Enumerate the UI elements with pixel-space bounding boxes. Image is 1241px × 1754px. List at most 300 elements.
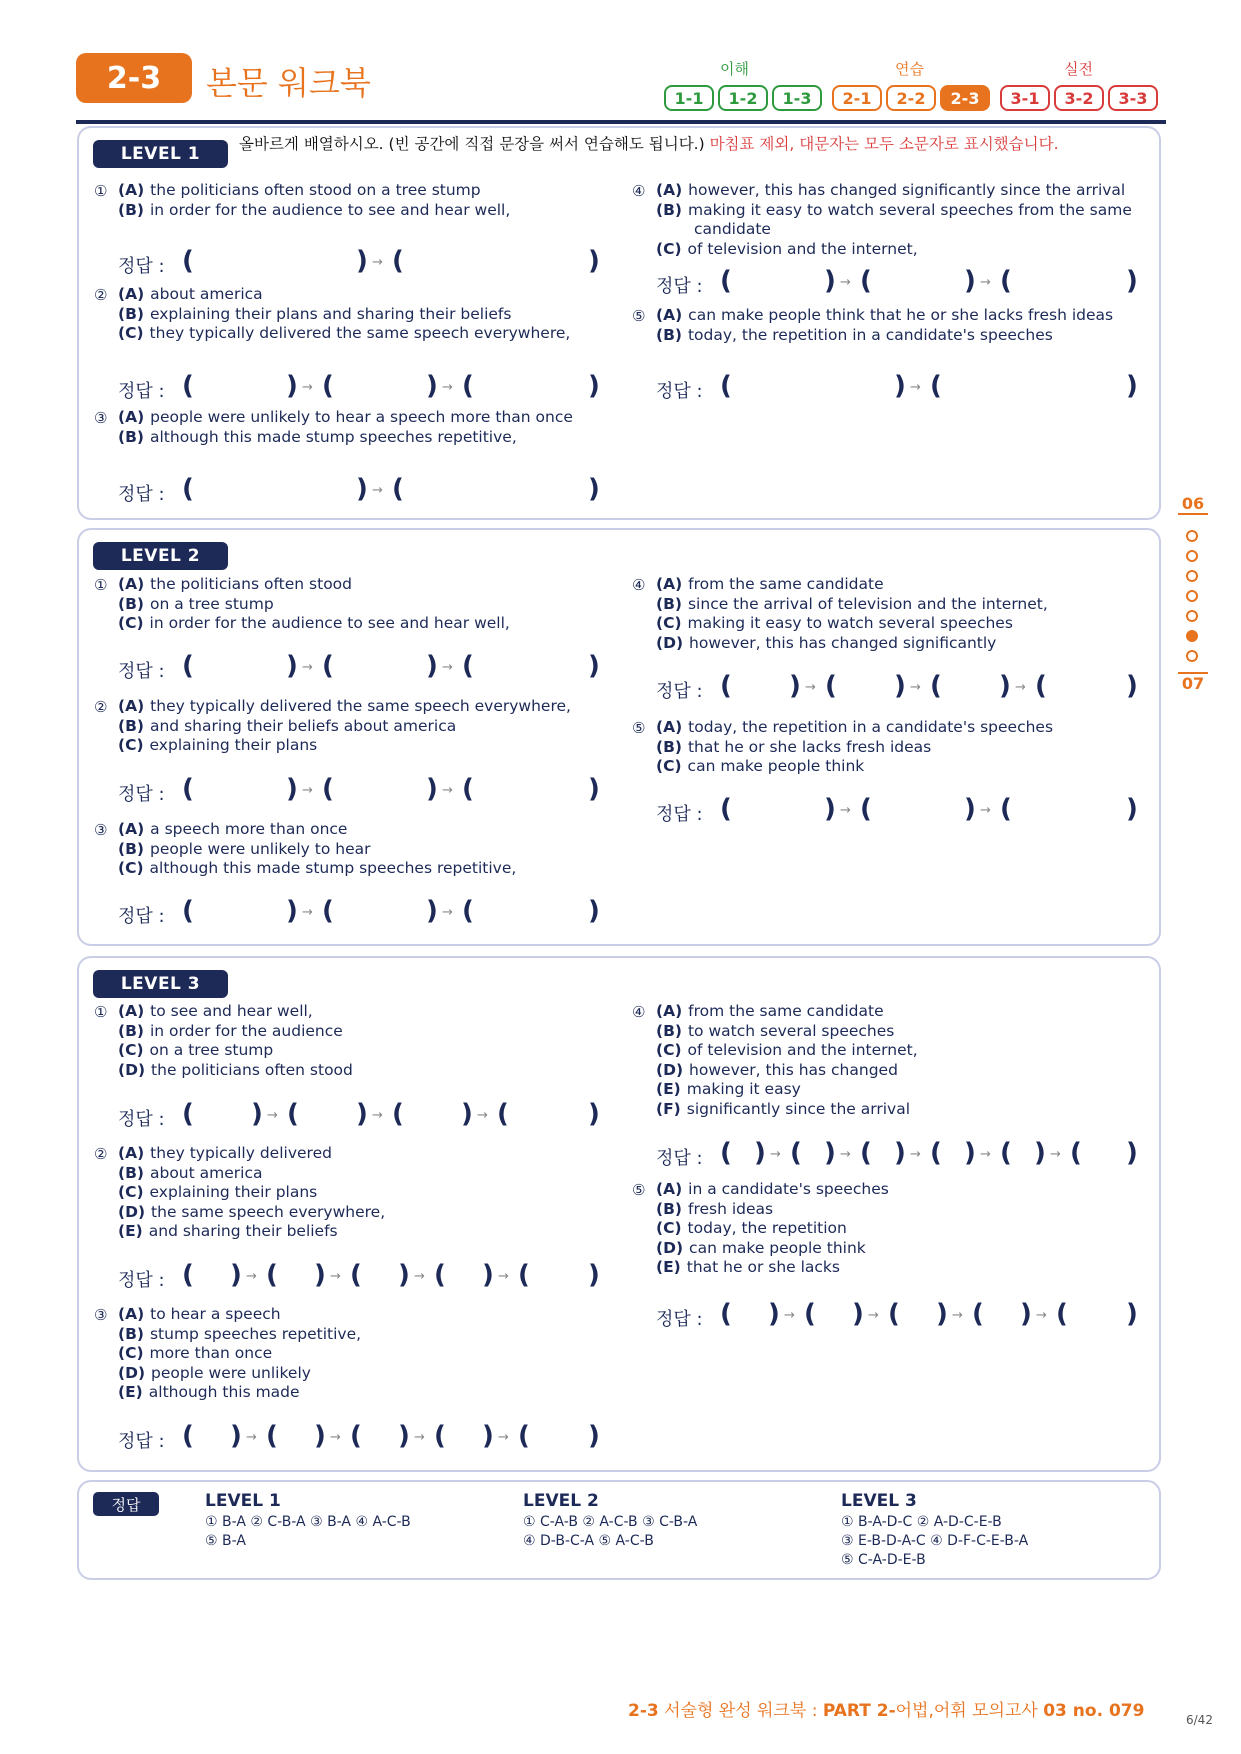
close-paren: ) [1126,671,1138,701]
close-paren: ) [1126,371,1138,401]
option-key: (E) [656,1080,681,1098]
option-text: in order for the audience [149,1021,343,1040]
arrow-icon: → [442,660,453,675]
option-text: explaining their plans [149,1183,318,1201]
index-circle-icon[interactable] [1186,610,1198,622]
option-text: in a candidate's speeches [688,1180,889,1198]
level3-q3-answer-row[interactable] [118,1421,608,1455]
option-key: (A) [118,408,145,426]
answer-label: 정답 : [656,1148,703,1169]
option-text: of television and the internet, [687,1041,918,1059]
index-circle-icon[interactable] [1186,650,1198,662]
option-text: they typically delivered the same speech everywhere, [149,324,571,342]
arrow-icon: → [302,380,313,395]
answer-label: 정답 : [656,804,703,825]
open-paren: ( [462,774,474,804]
option-key: (E) [118,1222,143,1240]
close-paren: ) [1020,1299,1032,1329]
option-text: however, this has changed significantly since the arrival [688,181,1126,199]
answer-key-line: ④ D-B-C-A ⑤ A-C-B [523,1533,654,1549]
level1-q4-answer-row[interactable] [656,266,1146,300]
arrow-icon: → [442,905,453,920]
option-line [118,1061,353,1081]
option-line [656,1080,918,1100]
question-number: ② [94,286,108,304]
open-paren: ( [462,371,474,401]
level1-badge: LEVEL 1 [93,140,228,168]
arrow-icon: → [372,1108,383,1123]
question-number: ② [94,1145,108,1163]
answer-key-level2 [523,1492,697,1551]
nav-button-1-2[interactable]: 1-2 [718,85,768,111]
footer-part: PART 2- [822,1701,896,1721]
option-line [656,240,1132,260]
option-key: (C) [656,1041,682,1059]
open-paren: ( [720,1299,732,1329]
answer-key-level1-title: LEVEL 1 [205,1491,281,1511]
open-paren: ( [1056,1299,1068,1329]
open-paren: ( [182,651,194,681]
level2-q1-question [94,575,510,634]
option-text: from the same candidate [688,575,884,593]
close-paren: ) [286,371,298,401]
level1-q3-answer-row[interactable] [118,474,608,508]
side-index-bottom: 07 [1178,672,1208,693]
option-key: (D) [118,1060,146,1079]
answer-key-line: ③ E-B-D-A-C ④ D-F-C-E-B-A [841,1533,1029,1549]
side-index-top: 06 [1178,494,1208,515]
option-line [118,305,570,325]
open-paren: ( [888,1299,900,1329]
index-circle-icon[interactable] [1186,590,1198,602]
open-paren: ( [790,1138,802,1168]
option-text: to see and hear well, [150,1002,313,1020]
question-number: ① [94,576,108,594]
option-key: (A) [118,1002,145,1020]
close-paren: ) [768,1299,780,1329]
option-text: a speech more than once [150,820,348,838]
open-paren: ( [182,774,194,804]
close-paren: ) [461,1099,473,1129]
option-key: (B) [118,1324,144,1343]
option-key: (A) [656,718,683,736]
close-paren: ) [426,774,438,804]
arrow-icon: → [1015,680,1026,695]
open-paren: ( [350,1260,362,1290]
arrow-icon: → [267,1108,278,1123]
option-text: more than once [149,1344,273,1362]
option-line [656,575,1048,595]
answer-key-panel [77,1480,1161,1580]
option-text: of television and the internet, [687,239,918,258]
option-text: candidate [694,220,771,238]
close-paren: ) [824,266,836,296]
option-text: however, this has changed significantly [689,633,997,652]
answer-label: 정답 : [656,681,703,702]
option-line [656,1022,918,1042]
option-text: explaining their plans and sharing their beliefs [149,304,512,323]
answer-key-level2-title: LEVEL 2 [523,1491,599,1511]
level2-q3-answer-row[interactable] [118,896,608,930]
option-line [118,697,571,717]
nav-button-3-2[interactable]: 3-2 [1054,85,1104,111]
arrow-icon: → [498,1430,509,1445]
close-paren: ) [852,1299,864,1329]
open-paren: ( [1035,671,1047,701]
option-key: (A) [118,1305,145,1323]
level2-q5-answer-row[interactable] [656,794,1146,828]
arrow-icon: → [910,1147,921,1162]
instruction-text: 올바르게 배열하시오. (빈 공간에 직접 문장을 써서 연습해도 됩니다.) [239,135,705,153]
answer-label: 정답 : [656,276,703,297]
option-line [118,1183,385,1203]
option-line [656,326,1113,346]
open-paren: ( [182,1260,194,1290]
open-paren: ( [182,1099,194,1129]
option-line [118,1144,385,1164]
close-paren: ) [789,671,801,701]
question-number: ⑤ [632,1181,646,1199]
option-key: (C) [656,614,682,632]
page-number: 6/42 [1186,1713,1213,1727]
open-paren: ( [287,1099,299,1129]
arrow-icon: → [840,275,851,290]
close-paren: ) [1126,266,1138,296]
answer-label: 정답 : [118,1431,165,1452]
level1-q2-answer-row[interactable] [118,371,608,405]
open-paren: ( [182,246,194,276]
answer-label: 정답 : [118,784,165,805]
option-key: (A) [656,1002,683,1020]
option-key: (B) [118,594,144,613]
option-text: and sharing their beliefs [148,1222,338,1240]
arrow-icon: → [477,1108,488,1123]
option-text: significantly since the arrival [686,1099,911,1118]
option-text: since the arrival of television and the internet, [687,594,1048,613]
option-line [118,1022,353,1042]
option-text: can make people think [687,757,865,775]
level3-q5-answer-row[interactable] [656,1299,1146,1333]
arrow-icon: → [498,1269,509,1284]
close-paren: ) [588,474,600,504]
option-line [118,181,510,201]
open-paren: ( [392,474,404,504]
option-key: (B) [656,200,682,219]
close-paren: ) [588,246,600,276]
level3-q4-question [632,1002,918,1119]
option-line [118,1325,361,1345]
arrow-icon: → [302,783,313,798]
close-paren: ) [754,1138,766,1168]
option-text: that he or she lacks fresh ideas [687,737,932,756]
open-paren: ( [392,1099,404,1129]
level2-q2-answer-row[interactable] [118,774,608,808]
option-key: (A) [656,575,683,593]
option-text: stump speeches repetitive, [149,1324,362,1343]
option-key: (B) [656,1021,682,1040]
index-circle-current-icon[interactable] [1186,630,1198,642]
option-text: in order for the audience to see and hear well, [149,614,510,632]
close-paren: ) [588,896,600,926]
option-line [118,1344,361,1364]
answer-key-line: ① B-A ② C-B-A ③ B-A ④ A-C-B [205,1514,411,1530]
arrow-icon: → [840,803,851,818]
close-paren: ) [230,1260,242,1290]
option-line [118,595,510,615]
section-badge: 2-3 [76,53,192,103]
option-line [656,757,1053,777]
arrow-icon: → [1036,1308,1047,1323]
level3-q2-answer-row[interactable] [118,1260,608,1294]
open-paren: ( [720,371,732,401]
option-line [118,324,570,344]
option-line [118,614,510,634]
option-line [656,1258,889,1278]
option-line [656,1002,918,1022]
index-circle-icon[interactable] [1186,550,1198,562]
answer-label: 정답 : [118,661,165,682]
option-key: (D) [656,1060,684,1079]
question-number: ④ [632,182,646,200]
option-text: today, the repetition in a candidate's speeches [688,718,1054,736]
option-key: (A) [656,306,683,324]
open-paren: ( [1000,794,1012,824]
arrow-icon: → [910,380,921,395]
close-paren: ) [230,1421,242,1451]
nav-button-2-2[interactable]: 2-2 [886,85,936,111]
footer [628,1696,1144,1721]
open-paren: ( [720,266,732,296]
nav-button-2-3[interactable]: 2-3 [940,85,990,111]
close-paren: ) [426,651,438,681]
open-paren: ( [182,371,194,401]
option-line [656,718,1053,738]
option-key: (B) [656,325,682,344]
close-paren: ) [894,671,906,701]
arrow-icon: → [302,660,313,675]
option-line [656,595,1048,615]
answer-label: 정답 : [118,1109,165,1130]
option-text: in order for the audience to see and hear well, [149,200,511,219]
arrow-icon: → [980,803,991,818]
option-line [656,1219,889,1239]
close-paren: ) [1034,1138,1046,1168]
open-paren: ( [860,266,872,296]
level1-q2-question [94,285,571,344]
option-text: the politicians often stood [150,575,352,593]
close-paren: ) [894,1138,906,1168]
nav-button-3-1[interactable]: 3-1 [1000,85,1050,111]
option-key: (C) [118,324,144,342]
option-key: (C) [118,1183,144,1201]
level3-q4-answer-row[interactable] [656,1138,1146,1172]
close-paren: ) [398,1260,410,1290]
footer-topic: 어법,어휘 모의고사 [895,1701,1044,1721]
open-paren: ( [804,1299,816,1329]
question-number: ② [94,698,108,716]
open-paren: ( [266,1260,278,1290]
nav-button-2-1[interactable]: 2-1 [832,85,882,111]
arrow-icon: → [372,483,383,498]
option-text: people were unlikely [151,1363,311,1382]
option-text: about america [150,285,263,303]
option-key: (B) [656,594,682,613]
option-line [656,1200,889,1220]
close-paren: ) [824,1138,836,1168]
option-key: (F) [656,1099,681,1118]
option-line [656,1100,918,1120]
answer-key-tag: 정답 [93,1492,159,1516]
answer-label: 정답 : [118,906,165,927]
index-circle-icon[interactable] [1186,570,1198,582]
option-line [118,1364,361,1384]
close-paren: ) [1126,1299,1138,1329]
option-line [118,201,510,221]
nav-group-label-real: 실전 [1064,60,1093,78]
level3-q1-question [94,1002,353,1080]
open-paren: ( [930,671,942,701]
option-key: (C) [118,736,144,754]
open-paren: ( [1000,266,1012,296]
option-line [656,1041,918,1061]
option-line [656,181,1132,201]
option-key: (A) [118,181,145,199]
option-key: (B) [118,200,144,219]
arrow-icon: → [910,680,921,695]
open-paren: ( [518,1421,530,1451]
option-line [656,634,1048,654]
option-line [118,1222,385,1242]
open-paren: ( [860,1138,872,1168]
nav-button-3-3[interactable]: 3-3 [1108,85,1158,111]
level1-q5-answer-row[interactable] [656,371,1146,405]
option-key: (D) [656,633,684,652]
level1-q1-question [94,181,511,220]
level2-q4-answer-row[interactable] [656,671,1146,705]
arrow-icon: → [805,680,816,695]
option-text: the same speech everywhere, [151,1202,386,1221]
answer-key-line: ① C-A-B ② A-C-B ③ C-B-A [523,1514,698,1530]
option-text: explaining their plans [149,736,318,754]
close-paren: ) [588,651,600,681]
option-text: that he or she lacks [686,1258,840,1276]
close-paren: ) [356,246,368,276]
option-line [118,859,516,879]
option-text: fresh ideas [687,1199,774,1218]
arrow-icon: → [246,1269,257,1284]
close-paren: ) [588,1421,600,1451]
open-paren: ( [1000,1138,1012,1168]
close-paren: ) [482,1421,494,1451]
option-line [656,614,1048,634]
open-paren: ( [182,896,194,926]
option-text: on a tree stump [149,594,274,613]
open-paren: ( [1070,1138,1082,1168]
footer-number: 03 no. 079 [1043,1701,1145,1721]
option-key: (D) [656,1238,684,1257]
close-paren: ) [1126,1138,1138,1168]
open-paren: ( [322,896,334,926]
level2-q1-answer-row[interactable] [118,651,608,685]
option-key: (A) [656,181,683,199]
arrow-icon: → [980,275,991,290]
nav-button-1-1[interactable]: 1-1 [664,85,714,111]
index-circle-icon[interactable] [1186,530,1198,542]
open-paren: ( [720,1138,732,1168]
answer-label: 정답 : [118,381,165,402]
option-line [118,575,510,595]
option-line [656,306,1113,326]
option-line [118,1164,385,1184]
option-key: (A) [118,820,145,838]
option-text: today, the repetition in a candidate's speeches [687,325,1053,344]
option-key: (C) [656,239,682,258]
close-paren: ) [824,794,836,824]
option-key: (A) [656,1180,683,1198]
level2-q2-question [94,697,571,756]
close-paren: ) [251,1099,263,1129]
level3-q1-answer-row[interactable] [118,1099,608,1133]
question-number: ① [94,182,108,200]
instruction-note: 마침표 제외, 대문자는 모두 소문자로 표시했습니다. [709,135,1059,153]
option-text: on a tree stump [149,1041,274,1059]
arrow-icon: → [784,1308,795,1323]
close-paren: ) [964,1138,976,1168]
close-paren: ) [286,774,298,804]
arrow-icon: → [840,1147,851,1162]
option-line [118,1305,361,1325]
close-paren: ) [286,896,298,926]
close-paren: ) [588,1099,600,1129]
nav-button-1-3[interactable]: 1-3 [772,85,822,111]
page-title: 본문 워크북 [206,64,371,102]
option-text: people were unlikely to hear a speech more than once [150,408,573,426]
open-paren: ( [497,1099,509,1129]
close-paren: ) [356,474,368,504]
option-key: (C) [118,1344,144,1362]
close-paren: ) [936,1299,948,1329]
answer-label: 정답 : [656,1309,703,1330]
option-text: to watch several speeches [687,1021,895,1040]
level1-instruction [239,134,1159,154]
option-key: (A) [118,1144,145,1162]
option-text: the politicians often stood [151,1060,353,1079]
option-line [118,1383,361,1403]
open-paren: ( [462,896,474,926]
option-line [656,220,1132,240]
answer-label: 정답 : [118,256,165,277]
option-line [656,1180,889,1200]
option-key: (A) [118,697,145,715]
level1-q1-answer-row[interactable] [118,246,608,280]
option-text: today, the repetition [687,1219,847,1237]
arrow-icon: → [442,380,453,395]
question-number: ③ [94,1306,108,1324]
open-paren: ( [860,794,872,824]
option-line [118,1203,385,1223]
close-paren: ) [398,1421,410,1451]
option-text: and sharing their beliefs about america [149,716,457,735]
answer-key-line: ⑤ B-A [205,1533,246,1549]
option-line [118,408,573,428]
open-paren: ( [322,774,334,804]
option-line [656,738,1053,758]
question-number: ⑤ [632,307,646,325]
option-text: to hear a speech [150,1305,281,1323]
option-line [118,1041,353,1061]
option-line [118,736,571,756]
open-paren: ( [434,1421,446,1451]
